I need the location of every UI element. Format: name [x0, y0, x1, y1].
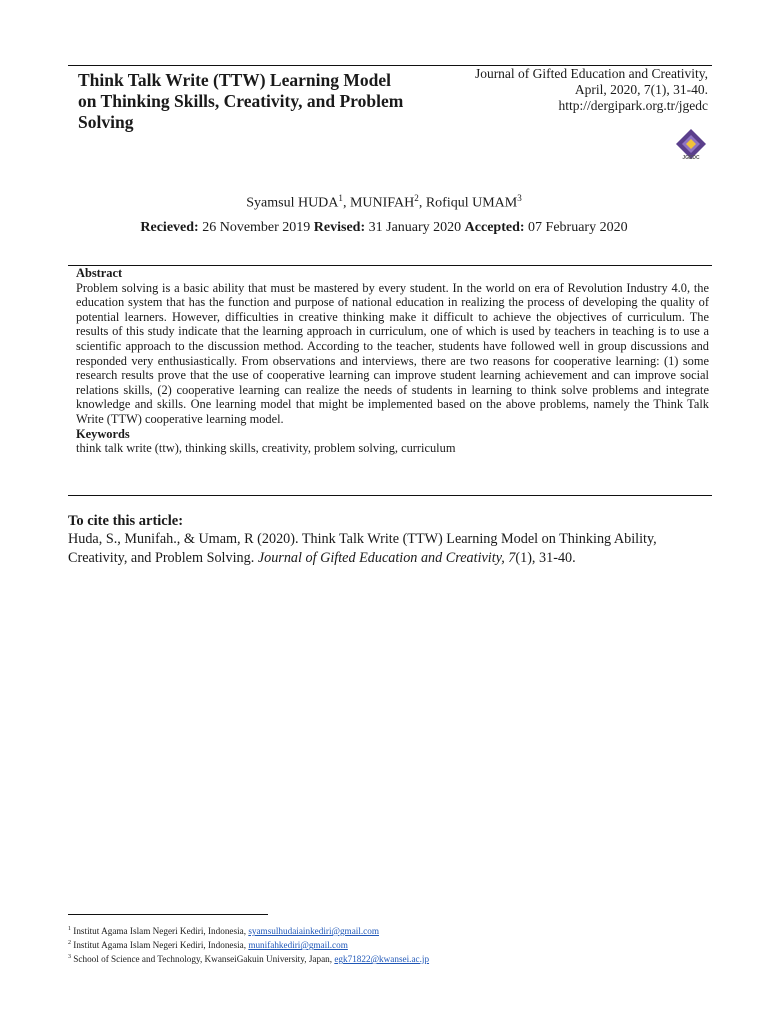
- journal-info: [408, 66, 708, 114]
- author-affiliation-mark: 2: [414, 193, 419, 203]
- journal-url[interactable]: http://dergipark.org.tr/jgedc: [558, 98, 708, 113]
- keywords-heading: Keywords: [76, 426, 130, 441]
- footnote-item: [68, 951, 668, 965]
- keywords-text: think talk write (ttw), thinking skills, creativity, problem solving, curriculum: [76, 441, 456, 456]
- received-date: 26 November 2019: [202, 220, 311, 235]
- submission-dates: [0, 220, 768, 236]
- author-affiliation-mark: 3: [517, 193, 522, 203]
- journal-name: Journal of Gifted Education and Creativity,: [474, 66, 708, 81]
- footnote-email-link[interactable]: egk71822@kwansei.ac.jp: [334, 954, 430, 965]
- footnote-email-link[interactable]: munifahkediri@gmail.com: [248, 940, 348, 951]
- revised-date: 31 January 2020: [368, 220, 462, 235]
- footnote-affiliation: School of Science and Technology, KwanseiGakuin University, Japan,: [73, 954, 335, 965]
- author-list: Syamsul HUDA$^1$, MUNIFAH$^2$, Rofiqul UMAM$^3$: [246, 193, 522, 211]
- citation-pages: (1), 31-40.: [515, 549, 576, 566]
- footnote-item: [68, 923, 668, 937]
- citation-heading: To cite this article:: [68, 513, 184, 529]
- paper-title: Think Talk Write (TTW) Learning Model on Thinking Skills, Creativity, and Problem Solving: [78, 70, 404, 132]
- footnote-number: 1: [68, 926, 71, 932]
- citation-text: [68, 530, 708, 567]
- abstract-bottom-rule: [68, 495, 712, 496]
- footnote-affiliation: Institut Agama Islam Negeri Kediri, Indonesia,: [73, 926, 249, 937]
- journal-issue: April, 2020, 7(1), 31-40.: [574, 82, 708, 97]
- abstract-text: Problem solving is a basic ability that must be mastered by every student. In the world on era of Revolution Industry 4.0, the education system that has the function and purpose of national education in realizing the process of developing the quality of potential learners. However, difficulties in creative thinking make it difficult to achieve the objectives of curriculum. The results of this study indicate that the learning approach in curriculum, one of which is used by teachers in teaching is to use a scientific approach to the discussion method. According to the teacher, students have followed well in group discussions and responded very enthusiastically. From observations and interviews, there are two reasons for cooperative learning: (1) some research results prove that the use of cooperative learning can improve student learning achievement and can improve social relations skills, (2) cooperative learning can realize the needs of students in learning to think solve problems and integrate knowledge and skills. One learning model that might be implemented based on the above problems, namely the Think Talk Write (TTW) cooperative learning model.: [76, 280, 709, 426]
- citation-reference: Huda, S., Munifah., & Umam, R (2020). Think Talk Write (TTW) Learning Model on Thinking Ability, Creativity, and Problem Solving.: [68, 531, 657, 566]
- accepted-label: Accepted:: [464, 220, 525, 235]
- journal-logo-label: JGEDC: [682, 155, 700, 161]
- footnote-number: 3: [68, 954, 71, 961]
- citation-journal: Journal of Gifted Education and Creativity, 7: [257, 549, 516, 566]
- abstract-section: [68, 266, 712, 456]
- footnote-item: [68, 937, 668, 951]
- footnote-rule: [68, 914, 268, 915]
- revised-label: Revised:: [313, 220, 366, 235]
- abstract-heading: Abstract: [76, 266, 123, 280]
- author-name: Rofiqul UMAM: [425, 195, 518, 211]
- received-label: Recieved:: [140, 220, 199, 235]
- accepted-date: 07 February 2020: [528, 220, 628, 235]
- author-name: MUNIFAH: [349, 195, 415, 211]
- footnote-number: 2: [68, 940, 71, 947]
- author-affiliation-mark: 1: [338, 193, 343, 203]
- author-name: Syamsul HUDA: [246, 195, 339, 211]
- footnotes: [68, 923, 668, 965]
- footnote-affiliation: Institut Agama Islam Negeri Kediri, Indonesia,: [73, 940, 249, 951]
- footnote-email-link[interactable]: syamsulhudaiainkediri@gmail.com: [248, 926, 379, 937]
